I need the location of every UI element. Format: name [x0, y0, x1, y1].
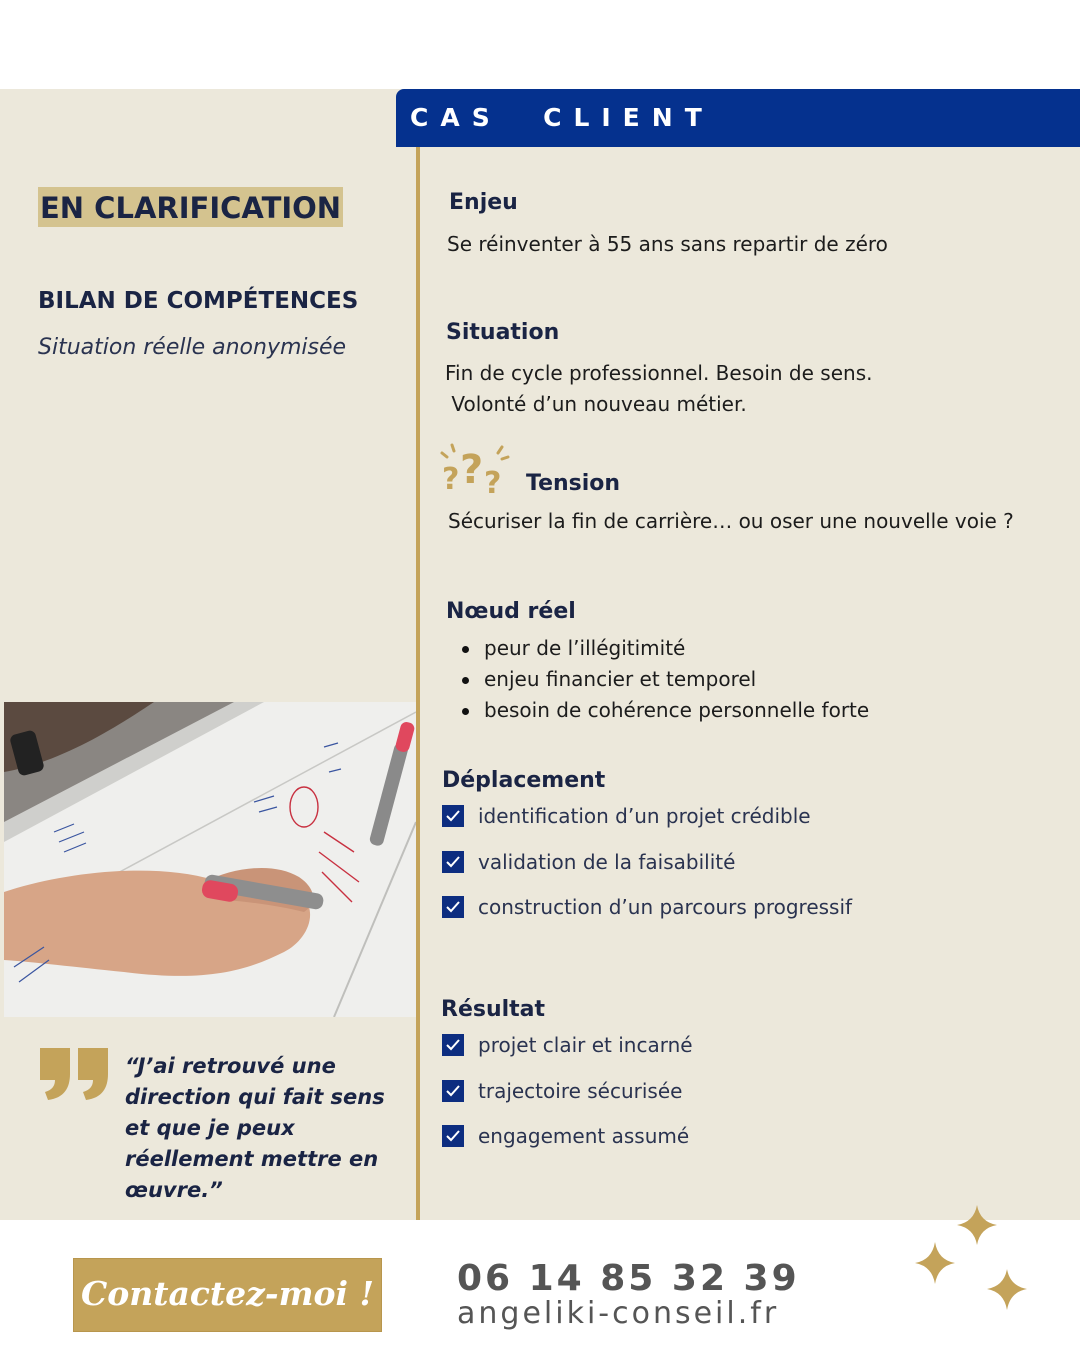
- phone-number[interactable]: 06 14 85 32 39: [457, 1258, 800, 1299]
- case-banner: CAS CLIENT: [396, 89, 1080, 147]
- checkbox-icon: [442, 1034, 464, 1056]
- checkbox-icon: [442, 1080, 464, 1102]
- website-link[interactable]: angeliki-conseil.fr: [457, 1296, 780, 1331]
- checklist-item: validation de la faisabilité: [442, 850, 735, 874]
- list-item: besoin de cohérence personnelle forte: [462, 695, 869, 726]
- checkbox-icon: [442, 896, 464, 918]
- tension-text: Sécuriser la fin de carrière… ou oser une nouvelle voie ?: [448, 509, 1014, 533]
- noeud-heading: Nœud réel: [446, 599, 576, 624]
- question-marks-icon: [438, 443, 512, 506]
- situation-heading: Situation: [446, 320, 560, 345]
- checkbox-icon: [442, 1125, 464, 1147]
- vertical-divider: [416, 147, 420, 1220]
- situation-line-1: Fin de cycle professionnel. Besoin de sens.: [445, 361, 873, 385]
- service-title: BILAN DE COMPÉTENCES: [38, 288, 359, 314]
- checkbox-icon: [442, 851, 464, 873]
- tension-heading: Tension: [526, 471, 621, 496]
- photo-hand-writing: [4, 702, 416, 1017]
- checklist-item: engagement assumé: [442, 1124, 689, 1148]
- svg-text:?: ?: [484, 466, 502, 501]
- situation-line-2: Volonté d’un nouveau métier.: [445, 392, 747, 416]
- list-item: enjeu financier et temporel: [462, 664, 869, 695]
- checklist-item: projet clair et incarné: [442, 1033, 693, 1057]
- checklist-item: identification d’un projet crédible: [442, 804, 811, 828]
- svg-text:?: ?: [442, 462, 460, 497]
- checklist-item: construction d’un parcours progressif: [442, 895, 852, 919]
- status-badge: EN CLARIFICATION: [38, 187, 343, 227]
- list-item: peur de l’illégitimité: [462, 633, 869, 664]
- noeud-list: [462, 633, 869, 726]
- enjeu-text: Se réinventer à 55 ans sans repartir de zéro: [447, 232, 888, 256]
- contact-button[interactable]: Contactez-moi !: [73, 1258, 382, 1332]
- enjeu-heading: Enjeu: [449, 190, 518, 215]
- sparkle-stars-icon: [910, 1200, 1040, 1325]
- checklist-item: trajectoire sécurisée: [442, 1079, 682, 1103]
- deplacement-heading: Déplacement: [442, 768, 606, 793]
- svg-text:?: ?: [460, 447, 484, 493]
- quote-icon: [38, 1046, 112, 1107]
- resultat-heading: Résultat: [441, 997, 546, 1022]
- checkbox-icon: [442, 805, 464, 827]
- tagline: Situation réelle anonymisée: [38, 335, 347, 360]
- client-quote: “J’ai retrouvé une direction qui fait sens et que je peux réellement mettre en œuvre.”: [125, 1054, 385, 1202]
